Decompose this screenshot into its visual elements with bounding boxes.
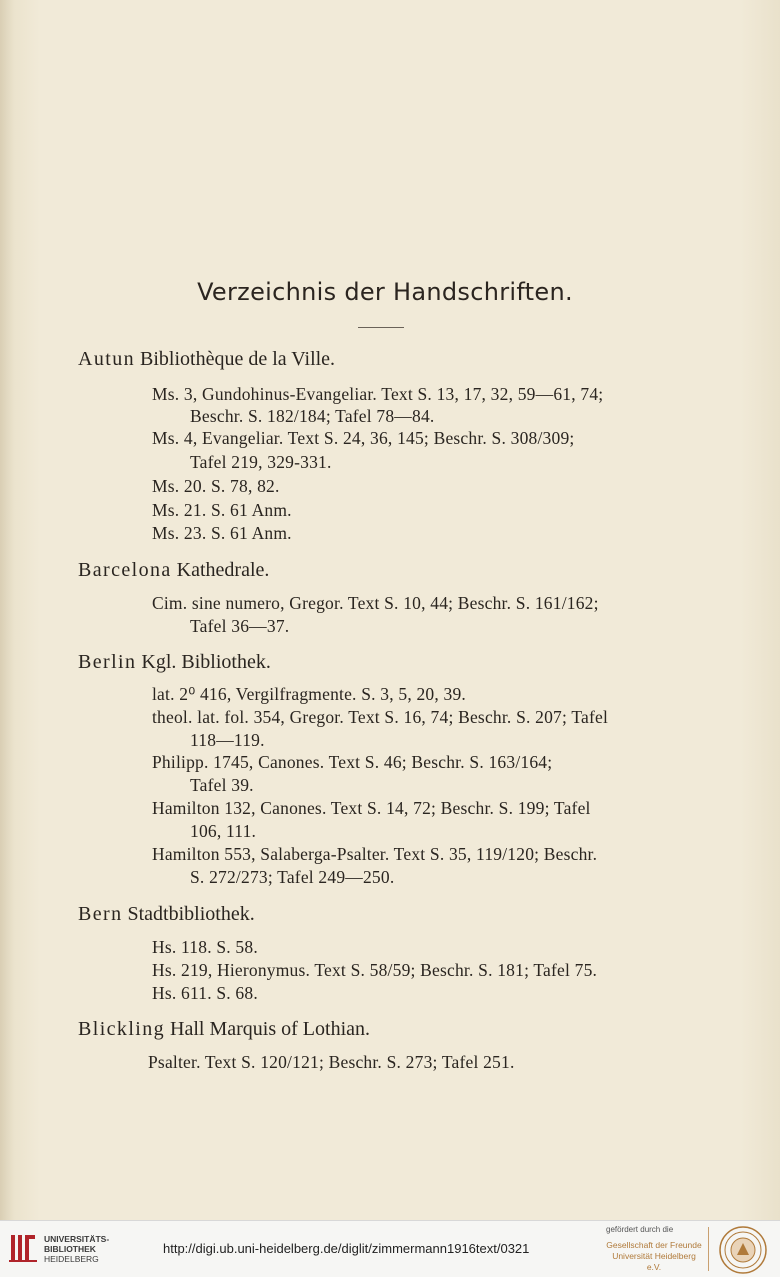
- section-library: Hall Marquis of Lothian.: [170, 1018, 371, 1040]
- ub-heidelberg-logo-icon[interactable]: [8, 1231, 38, 1265]
- entry-line: Philipp. 1745, Canones. Text S. 46; Beschr. S. 163/164;: [152, 752, 553, 772]
- entry-line: Ms. 20. S. 78, 82.: [152, 476, 280, 496]
- entry-line: Hamilton 553, Salaberga-Psalter. Text S. 35, 119/120; Beschr.: [152, 844, 598, 864]
- section-library: Kgl. Bibliothek.: [141, 651, 271, 673]
- sponsor-caption: gefördert durch die: [606, 1225, 674, 1234]
- entry-line: Beschr. S. 182/184; Tafel 78—84.: [190, 406, 435, 426]
- section-library: Bibliothèque de la Ville.: [140, 348, 336, 370]
- entry-line: Ms. 4, Evangeliar. Text S. 24, 36, 145; Beschr. S. 308/309;: [152, 428, 575, 448]
- permalink-url[interactable]: http://digi.ub.uni-heidelberg.de/diglit/zimmermann1916text/0321: [163, 1241, 530, 1256]
- section-city: Berlin: [78, 651, 137, 673]
- section-city: Bern: [78, 903, 123, 925]
- library-name-line: BIBLIOTHEK: [44, 1244, 96, 1254]
- entry-line: Cim. sine numero, Gregor. Text S. 10, 44; Beschr. S. 161/162;: [152, 593, 599, 613]
- digitization-footer: [0, 1220, 780, 1277]
- entry-line: 106, 111.: [190, 821, 257, 841]
- library-name-line: HEIDELBERG: [44, 1254, 99, 1264]
- page-title: Verzeichnis der Handschriften.: [197, 278, 573, 306]
- sponsor-divider: [708, 1227, 709, 1271]
- university-seal-icon: [718, 1225, 768, 1275]
- section-library: Stadtbibliothek.: [127, 903, 255, 925]
- section-heading-blickling: [78, 1018, 370, 1041]
- title-divider: [358, 327, 404, 328]
- entry-line: Hs. 219, Hieronymus. Text S. 58/59; Beschr. S. 181; Tafel 75.: [152, 960, 598, 980]
- section-city: Autun: [78, 348, 135, 370]
- section-city: Blickling: [78, 1018, 166, 1040]
- entry-line: lat. 2⁰ 416, Vergilfragmente. S. 3, 5, 20, 39.: [152, 684, 467, 704]
- library-name: [44, 1234, 109, 1264]
- entry-line: Ms. 3, Gundohinus-Evangeliar. Text S. 13, 17, 32, 59—61, 74;: [152, 384, 604, 404]
- entry-line: theol. lat. fol. 354, Gregor. Text S. 16, 74; Beschr. S. 207; Tafel: [152, 707, 609, 727]
- sponsor-line: Universität Heidelberg e.V.: [612, 1251, 696, 1272]
- entry-line: S. 272/273; Tafel 249—250.: [190, 867, 395, 887]
- entry-line: Hs. 118. S. 58.: [152, 937, 258, 957]
- sponsor-name[interactable]: [606, 1240, 702, 1273]
- entry-line: Tafel 39.: [190, 775, 254, 795]
- entry-line: Hs. 611. S. 68.: [152, 983, 258, 1003]
- entry-line: Tafel 36—37.: [190, 616, 290, 636]
- section-heading-bern: [78, 903, 255, 926]
- section-city: Barcelona: [78, 559, 172, 581]
- section-library: Kathedrale.: [176, 559, 270, 581]
- library-name-line: UNIVERSITÄTS-: [44, 1234, 110, 1244]
- entry-line: Ms. 23. S. 61 Anm.: [152, 523, 292, 543]
- entry-line: Psalter. Text S. 120/121; Beschr. S. 273; Tafel 251.: [148, 1052, 515, 1072]
- entry-line: Tafel 219, 329-331.: [190, 452, 332, 472]
- section-heading-berlin: [78, 651, 271, 674]
- sponsor-line: Gesellschaft der Freunde: [606, 1240, 702, 1250]
- entry-line: Hamilton 132, Canones. Text S. 14, 72; Beschr. S. 199; Tafel: [152, 798, 591, 818]
- entry-line: 118—119.: [190, 730, 265, 750]
- section-heading-barcelona: [78, 559, 269, 582]
- section-heading-autun: [78, 348, 335, 371]
- entry-line: Ms. 21. S. 61 Anm.: [152, 500, 292, 520]
